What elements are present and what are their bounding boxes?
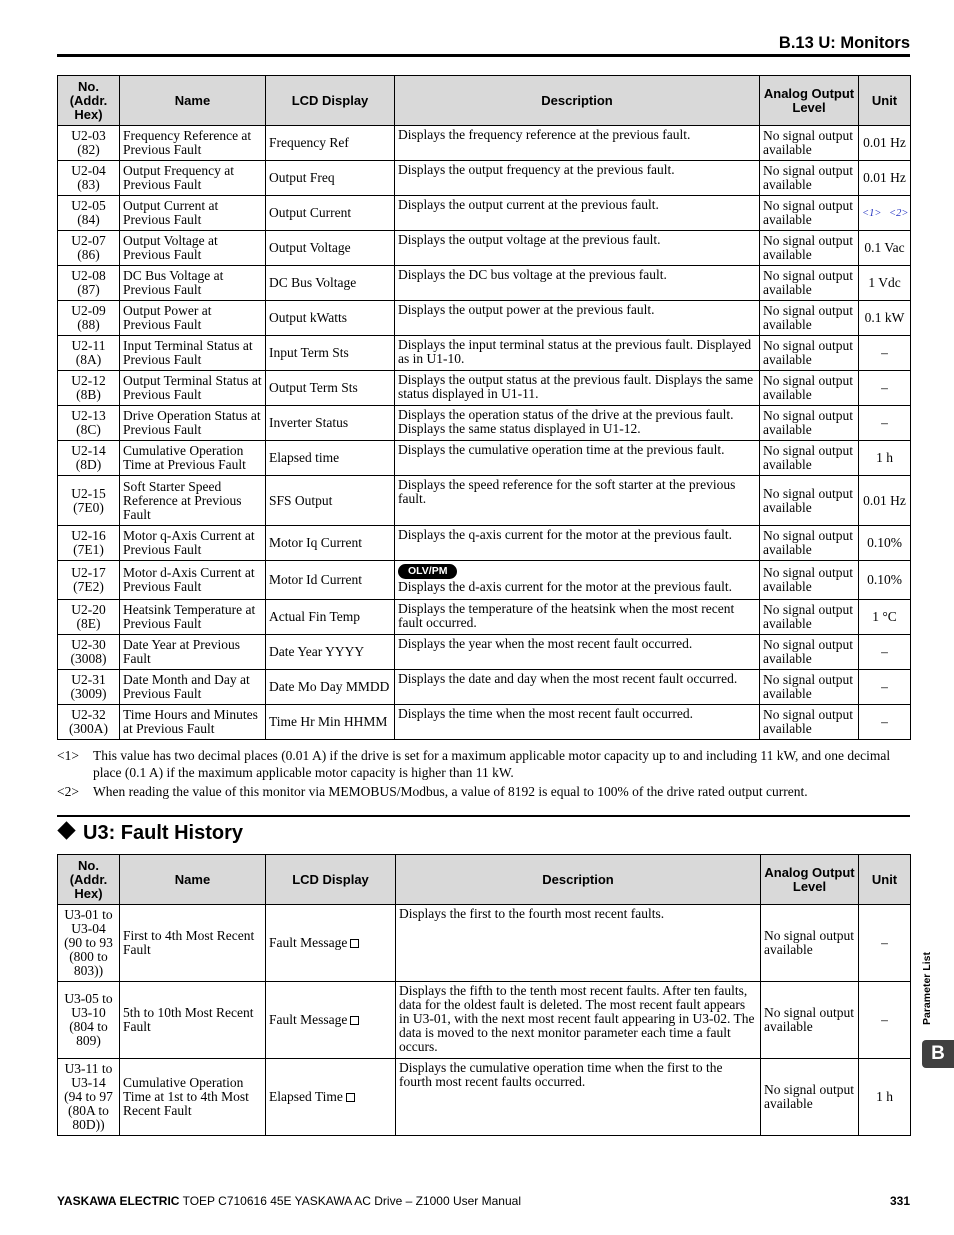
col-header-analog: Analog Output Level [760,76,859,126]
param-no: U2-20 (8E) [58,600,120,635]
param-name: First to 4th Most Recent Fault [120,905,266,982]
footer-brand: YASKAWA ELECTRIC [57,1194,180,1208]
param-lcd: SFS Output [266,476,395,526]
param-unit: 0.01 Hz [859,161,911,196]
param-description: Displays the time when the most recent fault occurred. [395,705,760,740]
footnotes [57,747,910,802]
param-no: U2-05 (84) [58,196,120,231]
param-description: Displays the output status at the previous fault. Displays the same status displayed in U1-11. [395,371,760,406]
param-analog: No signal output available [761,982,859,1059]
col-header-no: No. (Addr. Hex) [58,855,120,905]
table-row [58,705,911,740]
param-name: Frequency Reference at Previous Fault [120,126,266,161]
section-rule [57,815,910,817]
param-lcd-cell [266,1059,396,1136]
param-no: U2-12 (8B) [58,371,120,406]
param-name: Date Year at Previous Fault [120,635,266,670]
footnote-mark: <1> [57,748,79,763]
param-no: U3-11 to U3-14 (94 to 97 (80A to 80D)) [58,1059,120,1136]
footnote [57,783,910,800]
param-no: U2-13 (8C) [58,406,120,441]
param-unit: 0.10% [859,526,911,561]
table-row [58,635,911,670]
param-unit: 1 °C [859,600,911,635]
param-lcd: Motor Iq Current [266,526,395,561]
param-description: Displays the temperature of the heatsink when the most recent fault occurred. [395,600,760,635]
section-title-text: U3: Fault History [83,822,244,844]
param-lcd-cell [266,905,396,982]
col-header-no: No. (Addr. Hex) [58,76,120,126]
param-analog: No signal output available [760,161,859,196]
param-name: DC Bus Voltage at Previous Fault [120,266,266,301]
param-no: U2-31 (3009) [58,670,120,705]
param-lcd: Actual Fin Temp [266,600,395,635]
param-lcd: Inverter Status [266,406,395,441]
param-no: U2-07 (86) [58,231,120,266]
table-row [58,371,911,406]
footnote-mark: <2> [57,784,79,799]
footer-doc-title: TOEP C710616 45E YASKAWA AC Drive – Z1000 User Manual [182,1194,521,1208]
param-lcd: Elapsed Time [269,1089,343,1104]
param-no: U2-30 (3008) [58,635,120,670]
table-row [58,526,911,561]
param-name: Output Terminal Status at Previous Fault [120,371,266,406]
param-lcd: DC Bus Voltage [266,266,395,301]
param-no: U2-17 (7E2) [58,561,120,600]
col-header-description: Description [395,76,760,126]
param-name: Motor d-Axis Current at Previous Fault [120,561,266,600]
param-unit: 0.01 Hz [859,126,911,161]
param-lcd: Motor Id Current [266,561,395,600]
param-analog: No signal output available [760,561,859,600]
param-analog: No signal output available [761,1059,859,1136]
param-no: U3-05 to U3-10 (804 to 809) [58,982,120,1059]
param-no: U2-32 (300A) [58,705,120,740]
table-row [58,301,911,336]
side-tab-label: Parameter List [921,952,933,1025]
param-no: U2-15 (7E0) [58,476,120,526]
table-row [58,441,911,476]
u2-monitor-table [57,75,911,740]
param-name: Cumulative Operation Time at 1st to 4th Most Recent Fault [120,1059,266,1136]
side-tab-letter[interactable]: B [922,1040,954,1068]
control-mode-badge: OLV/PM [398,564,457,579]
param-lcd: Fault Message [269,935,348,950]
param-analog: No signal output available [760,600,859,635]
col-header-lcd: LCD Display [266,855,396,905]
param-description: Displays the speed reference for the soft starter at the previous fault. [395,476,760,526]
param-name: Motor q-Axis Current at Previous Fault [120,526,266,561]
param-no: U2-16 (7E1) [58,526,120,561]
table-row [58,561,911,600]
param-unit: 0.1 Vac [859,231,911,266]
table-row [58,476,911,526]
param-lcd: Fault Message [269,1012,348,1027]
col-header-name: Name [120,76,266,126]
table-row [58,905,911,982]
param-unit: – [859,905,911,982]
param-description: Displays the output voltage at the previous fault. [395,231,760,266]
param-analog: No signal output available [760,476,859,526]
param-description-cell [395,561,760,600]
placeholder-box-icon [350,939,359,948]
param-analog: No signal output available [760,670,859,705]
param-unit: 1 h [859,1059,911,1136]
param-lcd: Date Year YYYY [266,635,395,670]
param-analog: No signal output available [760,635,859,670]
param-unit: 1 Vdc [859,266,911,301]
footnote-reference-link[interactable]: <1> <2> [862,208,909,219]
param-no: U3-01 to U3-04 (90 to 93 (800 to 803)) [58,905,120,982]
param-description: Displays the DC bus voltage at the previous fault. [395,266,760,301]
param-description: Displays the q-axis current for the motor at the previous fault. [395,526,760,561]
param-unit: 0.01 Hz [859,476,911,526]
col-header-description: Description [396,855,761,905]
table-header-row [58,76,911,126]
param-unit: – [859,336,911,371]
param-analog: No signal output available [760,705,859,740]
page-footer [57,1194,910,1208]
param-lcd: Output Voltage [266,231,395,266]
param-lcd-cell [266,982,396,1059]
param-analog: No signal output available [760,266,859,301]
col-header-analog: Analog Output Level [761,855,859,905]
table-row [58,126,911,161]
param-unit: – [859,705,911,740]
param-analog: No signal output available [761,905,859,982]
param-lcd: Elapsed time [266,441,395,476]
param-analog: No signal output available [760,526,859,561]
param-description: Displays the operation status of the drive at the previous fault. Displays the same status displayed in U1-12. [395,406,760,441]
param-lcd: Frequency Ref [266,126,395,161]
param-name: Heatsink Temperature at Previous Fault [120,600,266,635]
param-analog: No signal output available [760,336,859,371]
param-name: Soft Starter Speed Reference at Previous Fault [120,476,266,526]
param-description: Displays the d-axis current for the motor at the previous fault. [398,579,733,594]
table-header-row [58,855,911,905]
param-no: U2-03 (82) [58,126,120,161]
param-unit: 0.10% [859,561,911,600]
param-description: Displays the input terminal status at the previous fault. Displayed as in U1-10. [395,336,760,371]
col-header-lcd: LCD Display [266,76,395,126]
param-no: U2-11 (8A) [58,336,120,371]
section-header: B.13 U: Monitors [778,34,910,52]
table-row [58,161,911,196]
param-analog: No signal output available [760,441,859,476]
table-row [58,336,911,371]
param-lcd: Output Current [266,196,395,231]
param-description: Displays the first to the fourth most recent faults. [396,905,761,982]
param-lcd: Input Term Sts [266,336,395,371]
param-name: Output Voltage at Previous Fault [120,231,266,266]
table-row [58,670,911,705]
header-rule [57,54,910,57]
param-name: Input Terminal Status at Previous Fault [120,336,266,371]
param-name: Drive Operation Status at Previous Fault [120,406,266,441]
placeholder-box-icon [350,1016,359,1025]
param-unit: – [859,371,911,406]
param-unit [859,196,911,231]
param-description: Displays the frequency reference at the previous fault. [395,126,760,161]
param-lcd: Date Mo Day MMDD [266,670,395,705]
param-no: U2-08 (87) [58,266,120,301]
param-no: U2-04 (83) [58,161,120,196]
param-analog: No signal output available [760,371,859,406]
param-name: Output Power at Previous Fault [120,301,266,336]
param-name: Date Month and Day at Previous Fault [120,670,266,705]
param-unit: 0.1 kW [859,301,911,336]
footnote-text: This value has two decimal places (0.01 A) if the drive is set for a maximum applicable motor capacity up to and including 11 kW, and one decimal place (0.1 A) if the maximum applicable motor capacity is higher than 11 kW. [93,748,891,780]
param-description: Displays the cumulative operation time at the previous fault. [395,441,760,476]
param-lcd: Time Hr Min HHMM [266,705,395,740]
param-description: Displays the output current at the previous fault. [395,196,760,231]
param-no: U2-14 (8D) [58,441,120,476]
param-description: Displays the cumulative operation time when the first to the fourth most recent faults occurred. [396,1059,761,1136]
param-unit: – [859,635,911,670]
param-description: Displays the year when the most recent fault occurred. [395,635,760,670]
param-analog: No signal output available [760,301,859,336]
diamond-bullet-icon [57,821,75,839]
param-analog: No signal output available [760,231,859,266]
param-lcd: Output Freq [266,161,395,196]
param-name: 5th to 10th Most Recent Fault [120,982,266,1059]
param-name: Output Current at Previous Fault [120,196,266,231]
param-description: Displays the date and day when the most recent fault occurred. [395,670,760,705]
param-name: Cumulative Operation Time at Previous Fault [120,441,266,476]
param-unit: – [859,670,911,705]
param-no: U2-09 (88) [58,301,120,336]
param-unit: – [859,982,911,1059]
table-row [58,982,911,1059]
param-unit: – [859,406,911,441]
param-lcd: Output kWatts [266,301,395,336]
param-description: Displays the output frequency at the previous fault. [395,161,760,196]
table-row [58,266,911,301]
param-name: Output Frequency at Previous Fault [120,161,266,196]
col-header-name: Name [120,855,266,905]
param-lcd: Output Term Sts [266,371,395,406]
col-header-unit: Unit [859,855,911,905]
section-title [57,820,243,846]
page-number: 331 [889,1194,910,1208]
table-row [58,1059,911,1136]
param-description: Displays the output power at the previous fault. [395,301,760,336]
placeholder-box-icon [346,1093,355,1102]
param-analog: No signal output available [760,406,859,441]
u3-fault-history-table [57,854,911,1136]
param-description: Displays the fifth to the tenth most recent faults. After ten faults, data for the oldest fault is deleted. The most recent fault appears in U3-01, with the next most recent fault appearing in U3-02. The data is moved to the next monitor parameter each time a fault occurs. [396,982,761,1059]
param-name: Time Hours and Minutes at Previous Fault [120,705,266,740]
table-row [58,600,911,635]
col-header-unit: Unit [859,76,911,126]
table-row [58,231,911,266]
footnote-text: When reading the value of this monitor via MEMOBUS/Modbus, a value of 8192 is equal to 100% of the drive rated output current. [93,784,808,799]
param-analog: No signal output available [760,196,859,231]
table-row [58,196,911,231]
table-row [58,406,911,441]
param-unit: 1 h [859,441,911,476]
footnote [57,747,910,781]
param-analog: No signal output available [760,126,859,161]
